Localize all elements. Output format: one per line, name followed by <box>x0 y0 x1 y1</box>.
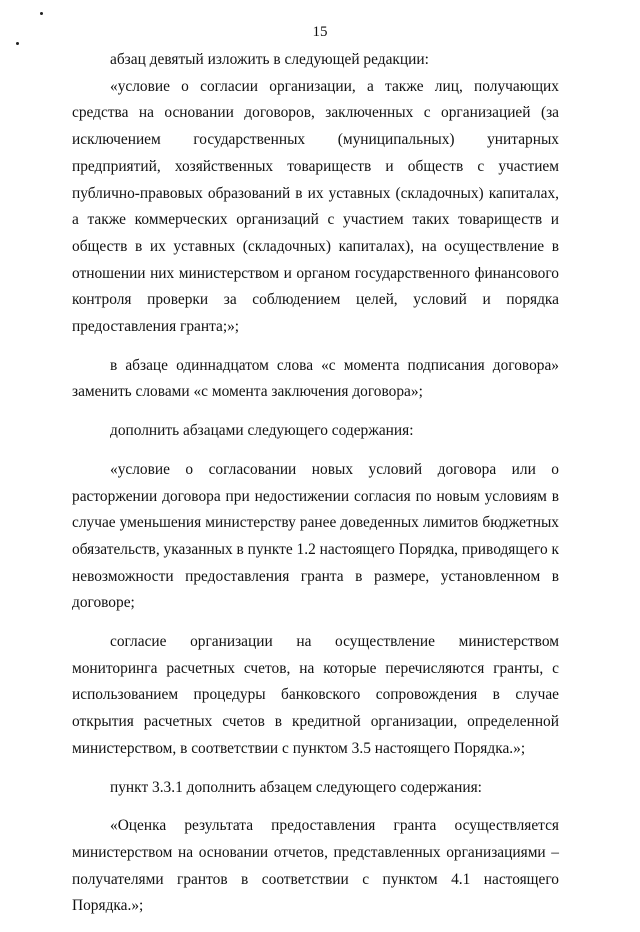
paragraph-consent-condition: «условие о согласии организации, а также лиц, получающих средства на основании договоров, заключенных с организацией (за исключением государственных (муниципальных) унитарных предприятий, хозяйственных товариществ и обществ с участием публично-правовых образований в их уставных (складочных) капиталах, а также коммерческих организаций с участием таких товариществ и обществ в их уставных (складочных) капиталах), на осуществление в отношении них министерством и органом государственного финансового контроля проверки за соблюдением целей, условий и порядка предоставления гранта;»; <box>72 77 559 336</box>
paragraph-evaluation: «Оценка результата предоставления гранта осуществляется министерством на основании отчетов, представленных организациями – получателями грантов в соответствии с пунктом 4.1 настоящего Порядка.»; <box>72 817 559 915</box>
page-number: 15 <box>312 24 328 40</box>
paragraph-intro-ninth: абзац девятый изложить в следующей редакции: <box>110 51 429 68</box>
scan-speck <box>40 12 43 15</box>
document-body <box>72 47 559 932</box>
paragraph-add-intro: дополнить абзацами следующего содержания: <box>110 422 414 440</box>
paragraph-new-terms: «условие о согласовании новых условий договора или о расторжении договора при недостижении согласия по новым условиям в случае уменьшения министерству ранее доведенных лимитов бюджетных обязательств, указанных в пункте 1.2 настоящего Порядка, приводящего к невозможности предоставления гранта в размере, установленном в договоре; <box>72 460 559 612</box>
paragraph-331-intro: пункт 3.3.1 дополнить абзацем следующего содержания: <box>110 778 482 796</box>
scan-speck <box>16 42 19 45</box>
paragraph-eleventh-replace: в абзаце одиннадцатом слова «с момента подписания договора» заменить словами «с момента заключения договора»; <box>72 356 559 401</box>
paragraph-monitoring: согласие организации на осуществление министерством мониторинга расчетных счетов, на которые перечисляются гранты, с использованием процедуры банковского сопровождения в случае открытия расчетных счетов в кредитной организации, определенной министерством, в соответствии с пунктом 3.5 настоящего Порядка.»; <box>72 633 559 757</box>
